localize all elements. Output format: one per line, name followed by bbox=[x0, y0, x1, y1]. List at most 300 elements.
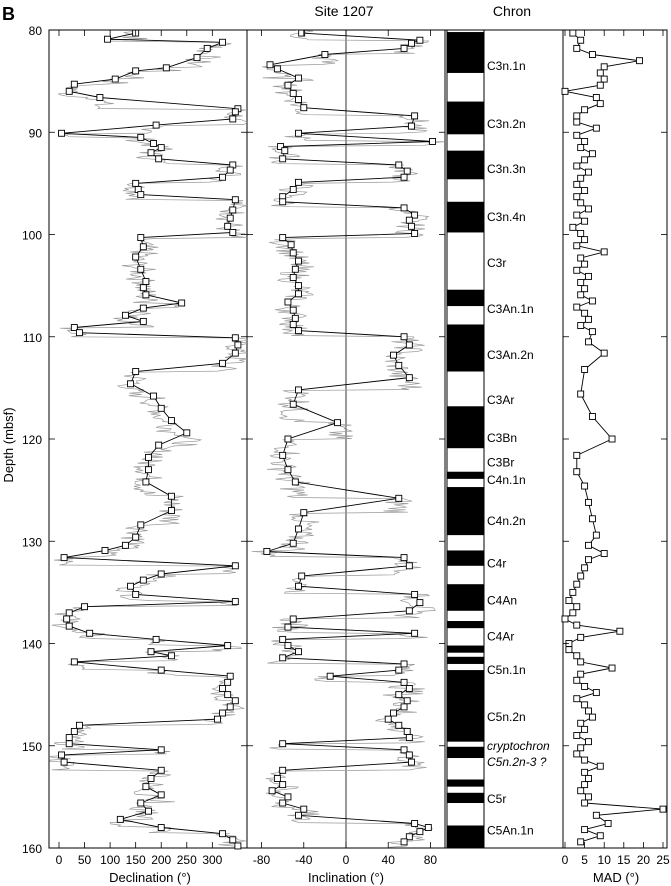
sample-point bbox=[408, 223, 414, 229]
sample-point bbox=[158, 571, 164, 577]
normal-polarity-block bbox=[447, 290, 484, 306]
x-tick-label: 100 bbox=[100, 853, 121, 867]
sample-point bbox=[322, 52, 328, 58]
sample-point bbox=[153, 636, 159, 642]
mad-axis-label: MAD (°) bbox=[592, 870, 640, 885]
chron-label: C5n.2n-3 ? bbox=[487, 755, 547, 770]
sample-point bbox=[589, 714, 595, 720]
sample-point bbox=[280, 199, 286, 205]
sample-point bbox=[143, 784, 149, 790]
sample-point bbox=[601, 249, 607, 255]
sample-point bbox=[232, 335, 238, 341]
y-tick-label: 130 bbox=[21, 535, 42, 550]
sample-point bbox=[586, 542, 592, 548]
chron-label: C4n.2n bbox=[487, 513, 526, 528]
sample-point bbox=[578, 671, 584, 677]
normal-polarity-block bbox=[447, 151, 484, 180]
sample-point bbox=[158, 792, 164, 798]
sample-point bbox=[589, 516, 595, 522]
y-axis-label: Depth (mbsf) bbox=[1, 407, 16, 483]
sample-point bbox=[582, 218, 588, 224]
sample-point bbox=[574, 677, 580, 683]
sample-point bbox=[582, 138, 588, 144]
sample-point bbox=[578, 175, 584, 181]
sample-point bbox=[102, 547, 108, 553]
sample-point bbox=[290, 616, 296, 622]
sample-point bbox=[163, 65, 169, 71]
y-tick-label: 120 bbox=[21, 433, 42, 447]
sample-point bbox=[578, 788, 584, 794]
sample-point bbox=[617, 628, 623, 634]
sample-point bbox=[574, 653, 580, 659]
sample-point bbox=[274, 66, 280, 72]
sample-point bbox=[582, 107, 588, 113]
sample-point bbox=[574, 267, 580, 273]
x-tick-label: 0 bbox=[561, 853, 569, 867]
normal-polarity-block bbox=[447, 621, 484, 628]
chron-label: C3n.3n bbox=[487, 162, 526, 177]
sample-point bbox=[225, 679, 231, 685]
sample-point bbox=[406, 217, 412, 223]
sample-point bbox=[401, 839, 407, 845]
sample-point bbox=[574, 469, 580, 475]
sample-point bbox=[578, 720, 584, 726]
sample-point bbox=[578, 634, 584, 640]
sample-point bbox=[220, 685, 226, 691]
sample-point bbox=[267, 62, 273, 68]
sample-point bbox=[227, 215, 233, 221]
sample-point bbox=[133, 180, 139, 186]
sample-point bbox=[232, 563, 238, 569]
sample-point bbox=[404, 728, 410, 734]
sample-point bbox=[87, 630, 93, 636]
sample-point bbox=[582, 827, 588, 833]
sample-point bbox=[220, 710, 226, 716]
sample-point bbox=[128, 583, 134, 589]
sample-point bbox=[582, 483, 588, 489]
sample-point bbox=[401, 555, 407, 561]
sample-point bbox=[417, 600, 423, 606]
sample-point bbox=[578, 145, 584, 151]
normal-polarity-block bbox=[447, 487, 484, 535]
x-tick-label: 40 bbox=[381, 853, 395, 867]
sample-point bbox=[401, 174, 407, 180]
sample-point bbox=[578, 292, 584, 298]
sample-point bbox=[290, 250, 296, 256]
x-tick-label: 20 bbox=[636, 853, 651, 867]
sample-point bbox=[574, 243, 580, 249]
y-tick-label: 140 bbox=[21, 637, 42, 652]
inclination-axis-label: Inclination (°) bbox=[307, 870, 385, 885]
sample-point bbox=[148, 775, 154, 781]
sample-point bbox=[574, 696, 580, 702]
sample-point bbox=[225, 223, 231, 229]
chron-label: C5n.2n bbox=[487, 710, 526, 725]
sample-point bbox=[112, 76, 118, 82]
sample-point bbox=[138, 522, 144, 528]
sample-point bbox=[168, 493, 174, 499]
sample-point bbox=[574, 194, 580, 200]
sample-point bbox=[225, 643, 231, 649]
sample-point bbox=[586, 169, 592, 175]
sample-point bbox=[269, 788, 275, 794]
normal-polarity-block bbox=[447, 406, 484, 448]
sample-point bbox=[597, 70, 603, 76]
sample-point bbox=[232, 197, 238, 203]
sample-point bbox=[145, 467, 151, 473]
normal-polarity-block bbox=[447, 747, 484, 758]
chron-label: C3Br bbox=[487, 455, 515, 470]
sample-point bbox=[143, 479, 149, 485]
sample-point bbox=[586, 708, 592, 714]
sample-point bbox=[143, 279, 149, 285]
x-tick-label: 15 bbox=[617, 853, 631, 867]
chron-label: C3An.2n bbox=[487, 348, 534, 363]
sample-point bbox=[586, 206, 592, 212]
sample-point bbox=[597, 82, 603, 88]
sample-point bbox=[225, 692, 231, 698]
sample-point bbox=[589, 52, 595, 58]
sample-point bbox=[184, 430, 190, 436]
normal-polarity-block bbox=[447, 32, 484, 73]
sample-point bbox=[158, 405, 164, 411]
sample-point bbox=[301, 510, 307, 516]
sample-point bbox=[138, 235, 144, 241]
sample-point bbox=[562, 616, 568, 622]
sample-point bbox=[578, 659, 584, 665]
sample-point bbox=[61, 555, 67, 561]
x-tick-label: 25 bbox=[656, 853, 670, 867]
sample-point bbox=[133, 534, 139, 540]
sample-point bbox=[280, 741, 286, 747]
sample-point bbox=[151, 393, 157, 399]
sample-point bbox=[296, 328, 302, 334]
chron-label: C3Bn bbox=[487, 430, 518, 445]
sample-point bbox=[589, 329, 595, 335]
normal-polarity-block bbox=[447, 779, 484, 786]
x-tick-label: 200 bbox=[151, 853, 172, 867]
sample-point bbox=[194, 55, 200, 61]
sample-point bbox=[586, 273, 592, 279]
sample-point bbox=[290, 401, 296, 407]
continuous-measurement-trace bbox=[252, 30, 446, 847]
sample-point bbox=[601, 64, 607, 70]
sample-point bbox=[574, 212, 580, 218]
sample-point bbox=[158, 145, 164, 151]
sample-point bbox=[280, 782, 286, 788]
sample-point bbox=[301, 105, 307, 111]
chron-label: C3Ar bbox=[487, 393, 515, 408]
sample-point bbox=[133, 254, 139, 260]
sample-point bbox=[406, 375, 412, 381]
sample-point bbox=[66, 610, 72, 616]
normal-polarity-block bbox=[447, 550, 484, 565]
sample-point bbox=[589, 298, 595, 304]
sample-point bbox=[401, 679, 407, 685]
sample-point bbox=[230, 229, 236, 235]
sample-point bbox=[158, 667, 164, 673]
sample-point bbox=[285, 794, 291, 800]
sample-point bbox=[406, 563, 412, 569]
sample-point bbox=[235, 843, 241, 849]
sample-point bbox=[597, 833, 603, 839]
sample-point bbox=[582, 565, 588, 571]
chron-label: C4r bbox=[487, 556, 507, 571]
sample-point bbox=[391, 352, 397, 358]
sample-point bbox=[285, 436, 291, 442]
sample-point bbox=[396, 162, 402, 168]
sample-point bbox=[230, 837, 236, 843]
sample-point bbox=[133, 369, 139, 375]
y-tick-label: 80 bbox=[28, 24, 42, 38]
sample-point bbox=[292, 315, 298, 321]
sample-point bbox=[574, 181, 580, 187]
sample-point bbox=[578, 255, 584, 261]
sample-point bbox=[220, 831, 226, 837]
sample-point bbox=[292, 266, 298, 272]
sample-point bbox=[280, 767, 286, 773]
sample-point bbox=[122, 542, 128, 548]
sample-point bbox=[385, 716, 391, 722]
sample-point bbox=[138, 134, 144, 140]
sample-point bbox=[82, 604, 88, 610]
x-tick-label: 5 bbox=[581, 853, 588, 867]
sample-point bbox=[589, 151, 595, 157]
sample-point bbox=[280, 156, 286, 162]
sample-point bbox=[148, 150, 154, 156]
sample-point bbox=[280, 655, 286, 661]
sample-point bbox=[156, 442, 162, 448]
chron-label: C3r bbox=[487, 256, 507, 271]
sample-point bbox=[582, 366, 588, 372]
sample-point bbox=[582, 683, 588, 689]
sample-point bbox=[578, 573, 584, 579]
panel-label: B bbox=[2, 4, 15, 24]
sample-point bbox=[290, 540, 296, 546]
x-tick-label: 300 bbox=[202, 853, 223, 867]
sample-point bbox=[138, 800, 144, 806]
sample-point bbox=[179, 300, 185, 306]
chron-label: C5An.1n bbox=[487, 823, 534, 838]
sample-point bbox=[290, 90, 296, 96]
chron-label: C3n.2n bbox=[487, 117, 526, 132]
sample-point bbox=[578, 839, 584, 845]
sample-point bbox=[412, 630, 418, 636]
sample-point bbox=[296, 583, 302, 589]
sample-point bbox=[586, 775, 592, 781]
sample-point bbox=[660, 806, 666, 812]
sample-point bbox=[570, 30, 576, 36]
chron-header: Chron bbox=[492, 3, 532, 19]
sample-point bbox=[140, 318, 146, 324]
sample-point bbox=[156, 156, 162, 162]
sample-point bbox=[71, 728, 77, 734]
sample-point bbox=[285, 643, 291, 649]
sample-point bbox=[578, 323, 584, 329]
sample-point bbox=[288, 242, 294, 248]
sample-point bbox=[66, 741, 72, 747]
sample-point bbox=[601, 551, 607, 557]
sample-point bbox=[230, 116, 236, 122]
sample-point bbox=[220, 360, 226, 366]
sample-point bbox=[636, 58, 642, 64]
sample-point bbox=[582, 757, 588, 763]
sample-point bbox=[140, 305, 146, 311]
sample-point bbox=[280, 800, 286, 806]
x-tick-label: 0 bbox=[55, 853, 63, 867]
sample-point bbox=[117, 816, 123, 822]
x-tick-label: -80 bbox=[252, 853, 271, 867]
x-tick-label: 50 bbox=[77, 853, 92, 867]
sample-point bbox=[76, 330, 82, 336]
x-tick-label: 150 bbox=[125, 853, 146, 867]
sample-point bbox=[589, 414, 595, 420]
y-tick-label: 100 bbox=[21, 228, 42, 243]
sample-point bbox=[401, 205, 407, 211]
sample-point bbox=[59, 130, 65, 136]
sample-point bbox=[425, 825, 431, 831]
sample-point bbox=[296, 649, 302, 655]
sample-point bbox=[71, 81, 77, 87]
sample-point bbox=[327, 673, 333, 679]
sample-point bbox=[133, 68, 139, 74]
sample-point bbox=[296, 97, 302, 103]
sample-point bbox=[335, 420, 341, 426]
y-tick-label: 110 bbox=[22, 330, 42, 345]
sample-point bbox=[401, 704, 407, 710]
sample-point bbox=[408, 40, 414, 46]
sample-point bbox=[235, 342, 241, 348]
sample-point bbox=[406, 685, 412, 691]
sample-point bbox=[220, 39, 226, 45]
sample-point bbox=[133, 591, 139, 597]
sample-point bbox=[227, 167, 233, 173]
sample-point bbox=[582, 800, 588, 806]
sample-point bbox=[140, 577, 146, 583]
sample-point bbox=[570, 589, 576, 595]
sample-point bbox=[227, 704, 233, 710]
sample-point bbox=[574, 733, 580, 739]
sample-point bbox=[574, 163, 580, 169]
chron-label: C5n.1n bbox=[487, 663, 526, 678]
sample-point bbox=[396, 495, 402, 501]
sample-point bbox=[574, 304, 580, 310]
sample-point bbox=[593, 532, 599, 538]
sample-point bbox=[406, 608, 412, 614]
sample-point bbox=[290, 307, 296, 313]
sample-point bbox=[227, 673, 233, 679]
sample-point bbox=[578, 391, 584, 397]
sample-point bbox=[232, 698, 238, 704]
sample-point bbox=[148, 649, 154, 655]
sample-point bbox=[574, 751, 580, 757]
sample-point bbox=[412, 591, 418, 597]
sample-point bbox=[138, 192, 144, 198]
sample-point bbox=[430, 138, 436, 144]
sample-point bbox=[406, 735, 412, 741]
sample-point bbox=[145, 454, 151, 460]
sample-point bbox=[406, 752, 412, 758]
sample-point bbox=[296, 179, 302, 185]
sample-point bbox=[66, 735, 72, 741]
sample-point bbox=[220, 174, 226, 180]
chron-label: cryptochron bbox=[487, 738, 550, 753]
sample-point bbox=[143, 292, 149, 298]
sample-point bbox=[586, 499, 592, 505]
normal-polarity-block bbox=[447, 826, 484, 848]
sample-point bbox=[574, 452, 580, 458]
normal-polarity-block bbox=[447, 670, 484, 742]
sample-point bbox=[264, 548, 270, 554]
sample-point bbox=[396, 692, 402, 698]
sample-point bbox=[168, 418, 174, 424]
sample-point bbox=[232, 350, 238, 356]
chron-label: C3n.4n bbox=[487, 210, 526, 225]
sample-point bbox=[582, 286, 588, 292]
sample-point bbox=[408, 123, 414, 129]
sample-point bbox=[582, 702, 588, 708]
sample-point bbox=[574, 113, 580, 119]
sample-point bbox=[296, 258, 302, 264]
sample-point bbox=[204, 45, 210, 51]
sample-point bbox=[570, 610, 576, 616]
sample-point bbox=[285, 624, 291, 630]
sample-point bbox=[601, 76, 607, 82]
sample-point bbox=[128, 381, 134, 387]
sample-point bbox=[280, 452, 286, 458]
sample-point bbox=[145, 808, 151, 814]
sample-point bbox=[232, 109, 238, 115]
x-tick-label: -40 bbox=[295, 853, 313, 867]
sample-point bbox=[401, 661, 407, 667]
sample-point bbox=[417, 829, 423, 835]
sample-point bbox=[151, 140, 157, 146]
sample-point bbox=[232, 599, 238, 605]
sample-point bbox=[401, 334, 407, 340]
x-tick-label: 0 bbox=[342, 853, 350, 867]
sample-point bbox=[296, 526, 302, 532]
sample-point bbox=[586, 794, 592, 800]
sample-point bbox=[412, 113, 418, 119]
sample-point bbox=[168, 653, 174, 659]
sample-point bbox=[285, 467, 291, 473]
sample-point bbox=[574, 581, 580, 587]
sample-point bbox=[274, 775, 280, 781]
sample-point bbox=[412, 820, 418, 826]
x-tick-label: 80 bbox=[423, 853, 438, 867]
sample-point bbox=[66, 88, 72, 94]
sample-point bbox=[230, 207, 236, 213]
sample-point bbox=[301, 806, 307, 812]
sample-point bbox=[396, 667, 402, 673]
sample-point bbox=[404, 168, 410, 174]
sample-point bbox=[280, 235, 286, 241]
sample-point bbox=[391, 710, 397, 716]
sample-point bbox=[140, 285, 146, 291]
sample-point bbox=[158, 825, 164, 831]
sample-point bbox=[574, 604, 580, 610]
chron-label: C3An.1n bbox=[487, 302, 534, 317]
sample-point bbox=[138, 266, 144, 272]
sample-point bbox=[586, 339, 592, 345]
sample-point bbox=[582, 157, 588, 163]
sample-point bbox=[574, 119, 580, 125]
sample-point bbox=[597, 763, 603, 769]
site-title: Site 1207 bbox=[314, 3, 374, 19]
normal-polarity-block bbox=[447, 584, 484, 611]
sample-point bbox=[574, 622, 580, 628]
sample-point bbox=[574, 132, 580, 138]
